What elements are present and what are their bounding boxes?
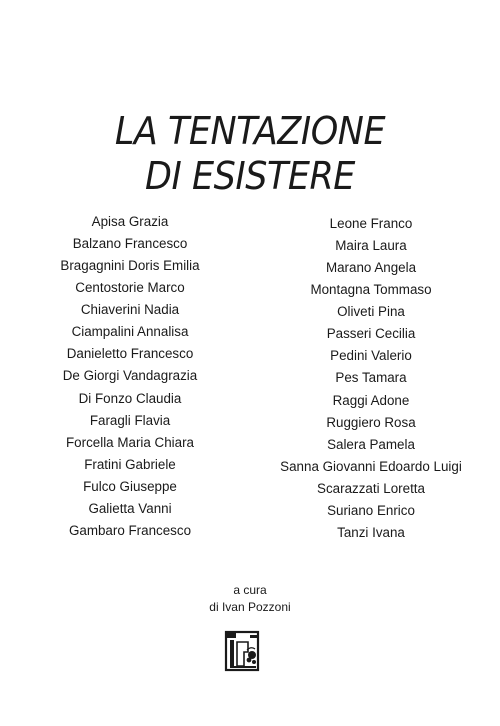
authors-column-left [20, 211, 240, 542]
author-name: Balzano Francesco [72, 236, 188, 252]
author-name: Raggi Adone [332, 392, 410, 408]
author-name: De Giorgi Vandagrazia [62, 368, 198, 384]
publisher-logo-icon [224, 630, 262, 672]
author-name: Marano Angela [325, 260, 417, 276]
curator-line-1: a cura [233, 583, 267, 597]
title-line-1: LA TENTAZIONE [114, 109, 386, 154]
author-name: Sanna Giovanni Edoardo Luigi [280, 458, 462, 474]
title-line-2: DI ESISTERE [145, 154, 355, 199]
author-name: Centostorie Marco [75, 280, 185, 296]
author-name: Maira Laura [335, 238, 407, 254]
author-name: Forcella Maria Chiara [66, 434, 194, 450]
author-name: Bragagnini Doris Emilia [60, 258, 200, 274]
author-name: Salera Pamela [327, 436, 415, 452]
author-name: Scarazzati Loretta [317, 480, 425, 496]
author-name: Danieletto Francesco [66, 346, 194, 362]
author-name: Chiaverini Nadia [80, 302, 180, 318]
authors-column-right [260, 213, 482, 544]
author-name: Passeri Cecilia [326, 326, 416, 342]
author-name: Fulco Giuseppe [83, 478, 177, 494]
author-name: Leone Franco [329, 216, 413, 231]
author-name: Ruggiero Rosa [326, 414, 416, 430]
book-title [20, 109, 480, 199]
author-name: Ciampalini Annalisa [71, 324, 189, 340]
author-name: Montagna Tommaso [310, 282, 432, 298]
author-name: Tanzi Ivana [337, 524, 405, 540]
author-name: Galietta Vanni [88, 500, 172, 516]
curator-credit [170, 582, 330, 616]
author-name: Fratini Gabriele [84, 456, 176, 472]
author-name: Di Fonzo Claudia [78, 390, 182, 406]
author-name: Apisa Grazia [91, 214, 169, 229]
author-name: Pedini Valerio [330, 348, 412, 364]
author-name: Gambaro Francesco [68, 522, 192, 538]
author-name: Oliveti Pina [337, 304, 405, 320]
author-name: Suriano Enrico [327, 502, 415, 518]
author-name: Faragli Flavia [89, 412, 171, 428]
curator-line-2: di Ivan Pozzoni [209, 600, 291, 614]
author-name: Pes Tamara [335, 370, 407, 386]
